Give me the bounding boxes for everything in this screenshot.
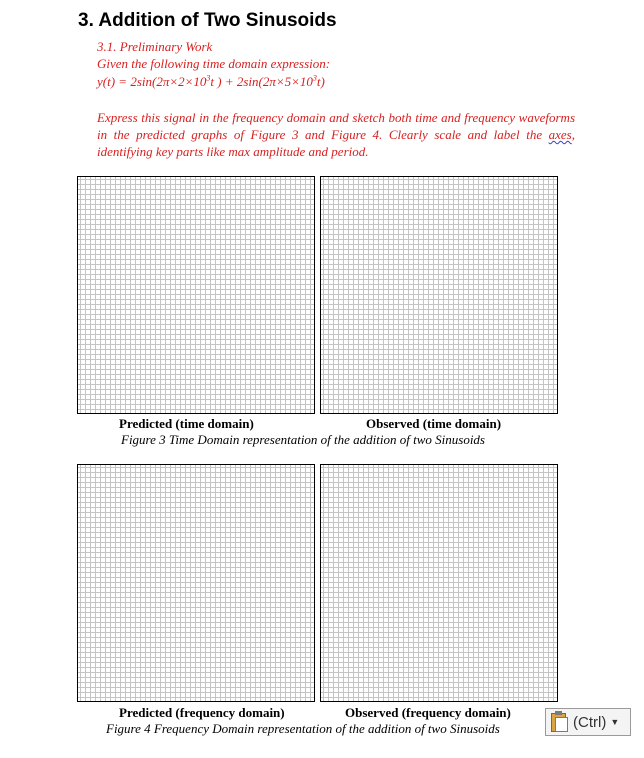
spellcheck-flagged-word[interactable]: axes xyxy=(548,127,572,142)
observed-time-grid xyxy=(320,176,558,414)
predicted-time-grid xyxy=(77,176,315,414)
predicted-frequency-grid xyxy=(77,464,315,702)
equation-part3: t) xyxy=(316,74,325,89)
figure4-caption: Figure 4 Frequency Domain representation of the addition of two Sinusoids xyxy=(106,721,500,736)
intro-text: Given the following time domain expression: xyxy=(97,56,331,71)
observed-frequency-grid xyxy=(320,464,558,702)
section-heading: 3. Addition of Two Sinusoids xyxy=(78,10,337,31)
instructions-after: , identifying key parts like max amplitude and period. xyxy=(97,127,575,159)
figure3-caption: Figure 3 Time Domain representation of the addition of two Sinusoids xyxy=(121,432,485,447)
equation-exp2: 3 xyxy=(312,73,317,83)
preliminary-subheading: 3.1. Preliminary Work xyxy=(97,39,213,54)
chevron-down-icon[interactable]: ▼ xyxy=(610,717,620,727)
equation-part1: y(t) = 2sin(2π×2×10 xyxy=(97,74,207,89)
observed-time-label: Observed (time domain) xyxy=(366,416,502,431)
clipboard-icon xyxy=(550,711,570,733)
observed-frequency-label: Observed (frequency domain) xyxy=(345,705,511,720)
paste-options-label: (Ctrl) xyxy=(573,713,607,731)
equation xyxy=(97,74,325,90)
paste-options-button[interactable] xyxy=(545,708,631,736)
instructions-before: Express this signal in the frequency domain and sketch both time and frequency waveforms in the predicted graphs of Figure 3 and Figure 4. Clearly scale and label the xyxy=(97,110,575,142)
predicted-frequency-label: Predicted (frequency domain) xyxy=(119,705,285,720)
predicted-time-label: Predicted (time domain) xyxy=(119,416,254,431)
equation-part2: t ) + 2sin(2π×5×10 xyxy=(210,74,313,89)
instructions-paragraph xyxy=(97,109,575,160)
equation-exp1: 3 xyxy=(206,73,211,83)
